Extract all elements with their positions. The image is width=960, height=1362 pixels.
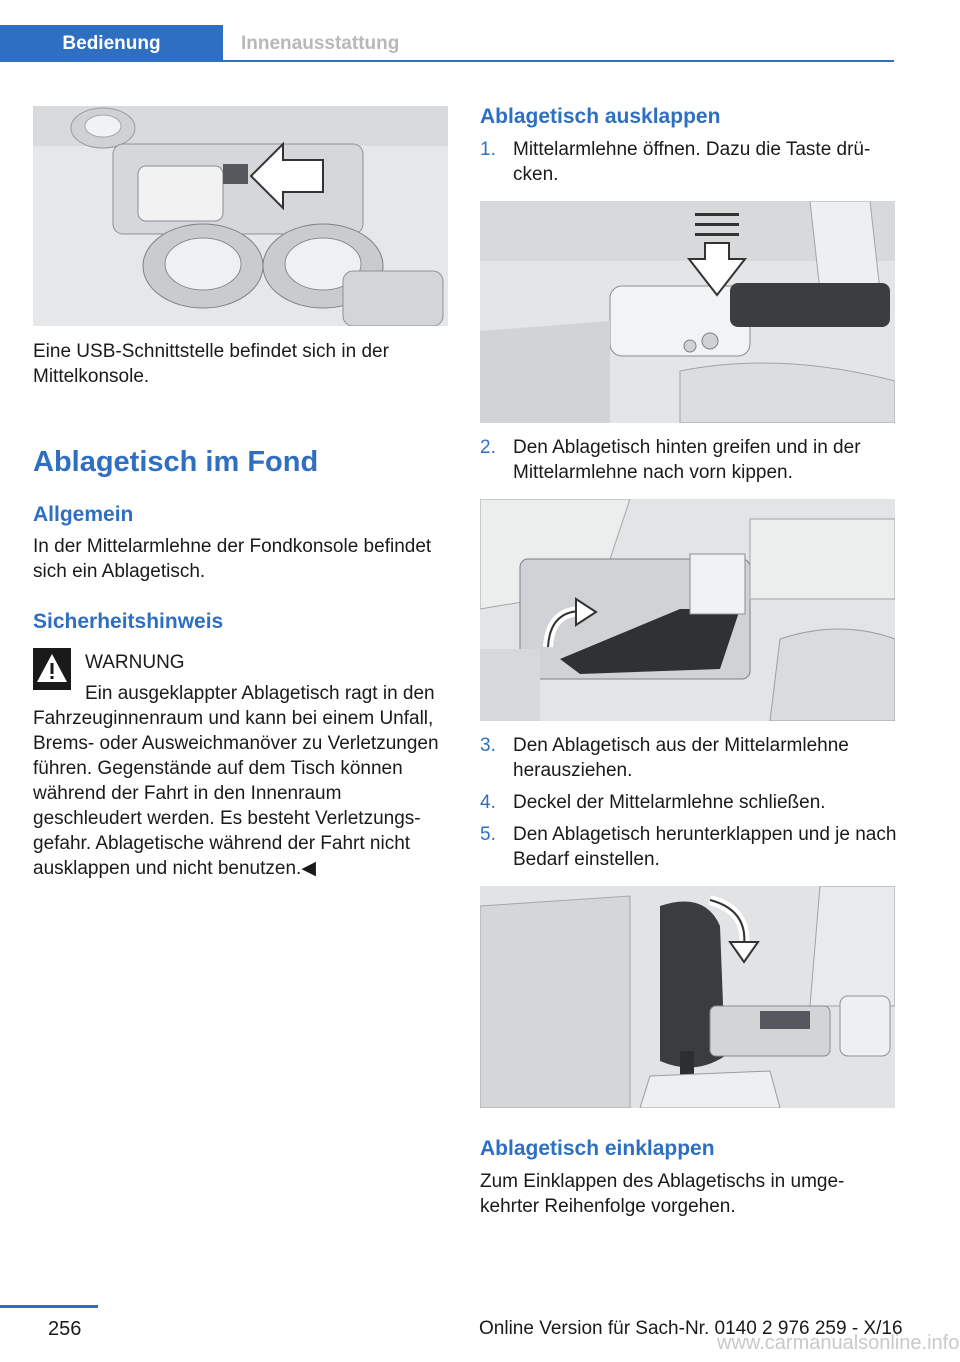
step-5 (480, 822, 898, 872)
fold-heading: Ablagetisch einklappen (480, 1137, 715, 1160)
armrest-button-photo (480, 201, 895, 423)
step-text: Deckel der Mittelarmlehne schließen. (513, 792, 826, 813)
step-text: Den Ablagetisch aus der Mittelarmlehne herausziehen. (513, 735, 849, 781)
step-1 (480, 137, 898, 187)
step-2 (480, 435, 898, 485)
online-version-text: Online Version für Sach-Nr. 0140 2 976 259 - X/16 (479, 1318, 903, 1339)
step-number: 2. (480, 437, 496, 458)
warning-label: WARNUNG (85, 652, 185, 673)
table-tilt-photo (480, 499, 895, 721)
step-number: 5. (480, 824, 496, 845)
tab-bedienung[interactable]: Bedienung (0, 25, 223, 62)
step-text: Den Ablagetisch herunterklappen und je nach Bedarf einstellen. (513, 824, 897, 870)
page-number: 256 (48, 1318, 82, 1340)
footer-rule (0, 1305, 98, 1308)
step-number: 1. (480, 139, 496, 160)
step-4 (480, 790, 898, 815)
step-number: 4. (480, 792, 496, 813)
tab-innenausstattung[interactable]: Innenausstattung (241, 32, 400, 54)
fold-text: Zum Einklappen des Ablagetischs in umgekehrter Reihenfolge vorgehen. (480, 1171, 845, 1217)
step-text: Mittelarmlehne öffnen. Dazu die Taste drücken. (513, 139, 871, 185)
unfold-heading: Ablagetisch ausklappen (480, 105, 721, 128)
warning-text: Ein ausgeklappter Ablagetisch ragt in den Fahrzeuginnenraum und kann bei einem Unfall, Brems- oder Ausweichmanöver zu Verletzungen führen. Gegenstände auf dem Tisch können während der Fahrt in den Innenraum geschleudert werden. Es besteht Verletzungsgefahr. Ablagetische während der Fahrt nicht ausklappen und nicht benutzen.◀ (33, 683, 439, 879)
watermark: www.carmanualsonline.info (717, 1332, 960, 1354)
step-number: 3. (480, 735, 496, 756)
step-text: Den Ablagetisch hinten greifen und in der Mittelarmlehne nach vorn kippen. (513, 437, 861, 483)
table-unfold-photo (480, 886, 895, 1108)
section-title: Ablagetisch im Fond (33, 446, 319, 478)
usb-text: Eine USB-Schnittstelle befindet sich in der Mittelkonsole. (33, 341, 389, 387)
step-3 (480, 733, 898, 783)
usb-console-photo (33, 106, 448, 326)
header-rule (0, 60, 894, 62)
general-heading: Allgemein (33, 503, 134, 526)
general-text: In der Mittelarmlehne der Fondkonsole befindet sich ein Ablagetisch. (33, 536, 432, 582)
safety-heading: Sicherheitshinweis (33, 610, 224, 633)
